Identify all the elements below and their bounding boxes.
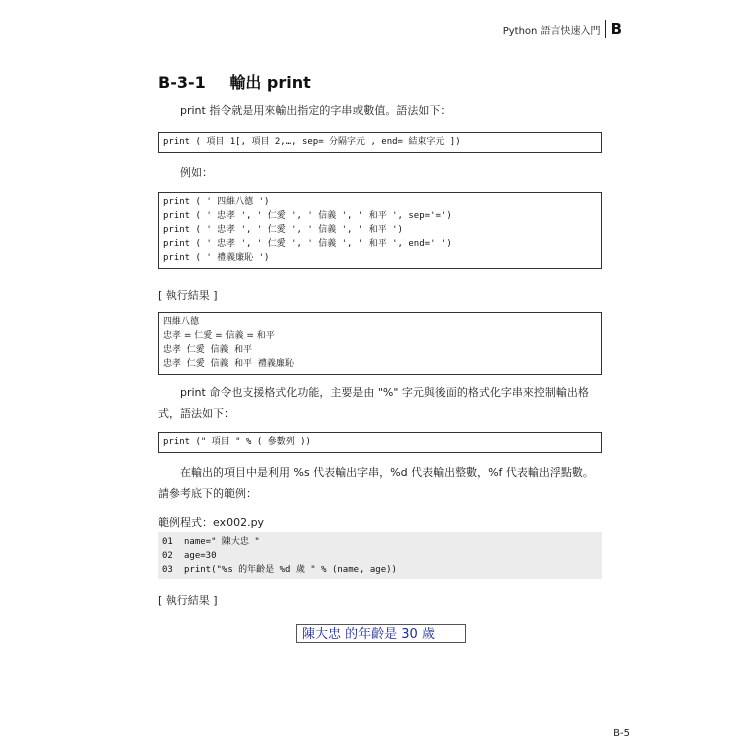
running-header	[503, 18, 622, 40]
code-line: print ( ' 四維八德 ')	[163, 197, 270, 207]
code-line: print ( ' 忠孝 ', ' 仁愛 ', ' 信義 ', ' 和平 ')	[163, 225, 403, 235]
result-label-2: [ 執行結果 ]	[158, 594, 218, 607]
line-number: 01	[162, 537, 173, 547]
header-divider	[605, 20, 606, 38]
syntax-box-2	[158, 432, 602, 453]
line-number: 02	[162, 551, 173, 561]
section-number: B-3-1	[158, 73, 206, 92]
types-paragraph: 在輸出的項目中是利用 %s 代表輸出字串，%d 代表輸出整數，%f 代表輸出浮點數。請參考底下的範例：	[158, 466, 594, 500]
result-line: 忠孝 仁愛 信義 和平 禮義廉恥	[163, 359, 294, 369]
program-listing	[158, 532, 602, 579]
code-line: print ( ' 忠孝 ', ' 仁愛 ', ' 信義 ', ' 和平 ', sep='=')	[163, 211, 452, 221]
code-line: print ( ' 忠孝 ', ' 仁愛 ', ' 信義 ', ' 和平 ', end=' ')	[163, 239, 452, 249]
result-line: 忠孝 仁愛 信義 和平	[163, 345, 253, 355]
listing-code: age=30	[184, 551, 217, 561]
intro-paragraph: print 指令就是用來輸出指定的字串或數值。語法如下：	[180, 104, 452, 117]
page-number: B-5	[613, 728, 630, 739]
format-paragraph: print 命令也支援格式化功能，主要是由 "%" 字元與後面的格式化字串來控制輸出格式，語法如下：	[158, 386, 589, 420]
syntax-line: print ( 項目 1[, 項目 2,…, sep= 分隔字元 , end= 結束字元 ])	[163, 137, 461, 147]
example-code-box	[158, 192, 602, 269]
listing-row	[158, 549, 602, 563]
section-heading	[158, 70, 311, 93]
result-line: 忠孝 = 仁愛 = 信義 = 和平	[163, 331, 275, 341]
output-screenshot: 陳大忠 的年齡是 30 歲	[296, 624, 466, 643]
result-line: 四維八德	[163, 317, 200, 327]
syntax-box-1	[158, 132, 602, 153]
syntax-line: print (" 項目 " % ( 參數列 ))	[163, 437, 311, 447]
book-title: Python 語言快速入門	[502, 25, 601, 37]
result-box	[158, 312, 602, 375]
listing-code: name=" 陳大忠 "	[184, 537, 260, 547]
result-label: [ 執行結果 ]	[158, 289, 218, 302]
line-number: 03	[162, 565, 173, 575]
example-label: 例如：	[180, 166, 213, 179]
listing-row	[158, 535, 602, 549]
section-title: 輸出 print	[229, 73, 311, 92]
program-label: 範例程式：ex002.py	[158, 516, 265, 529]
chapter-letter: B	[610, 20, 622, 38]
code-line: print ( ' 禮義廉恥 ')	[163, 253, 270, 263]
listing-row	[158, 563, 602, 577]
listing-code: print("%s 的年齡是 %d 歲 " % (name, age))	[184, 565, 397, 575]
